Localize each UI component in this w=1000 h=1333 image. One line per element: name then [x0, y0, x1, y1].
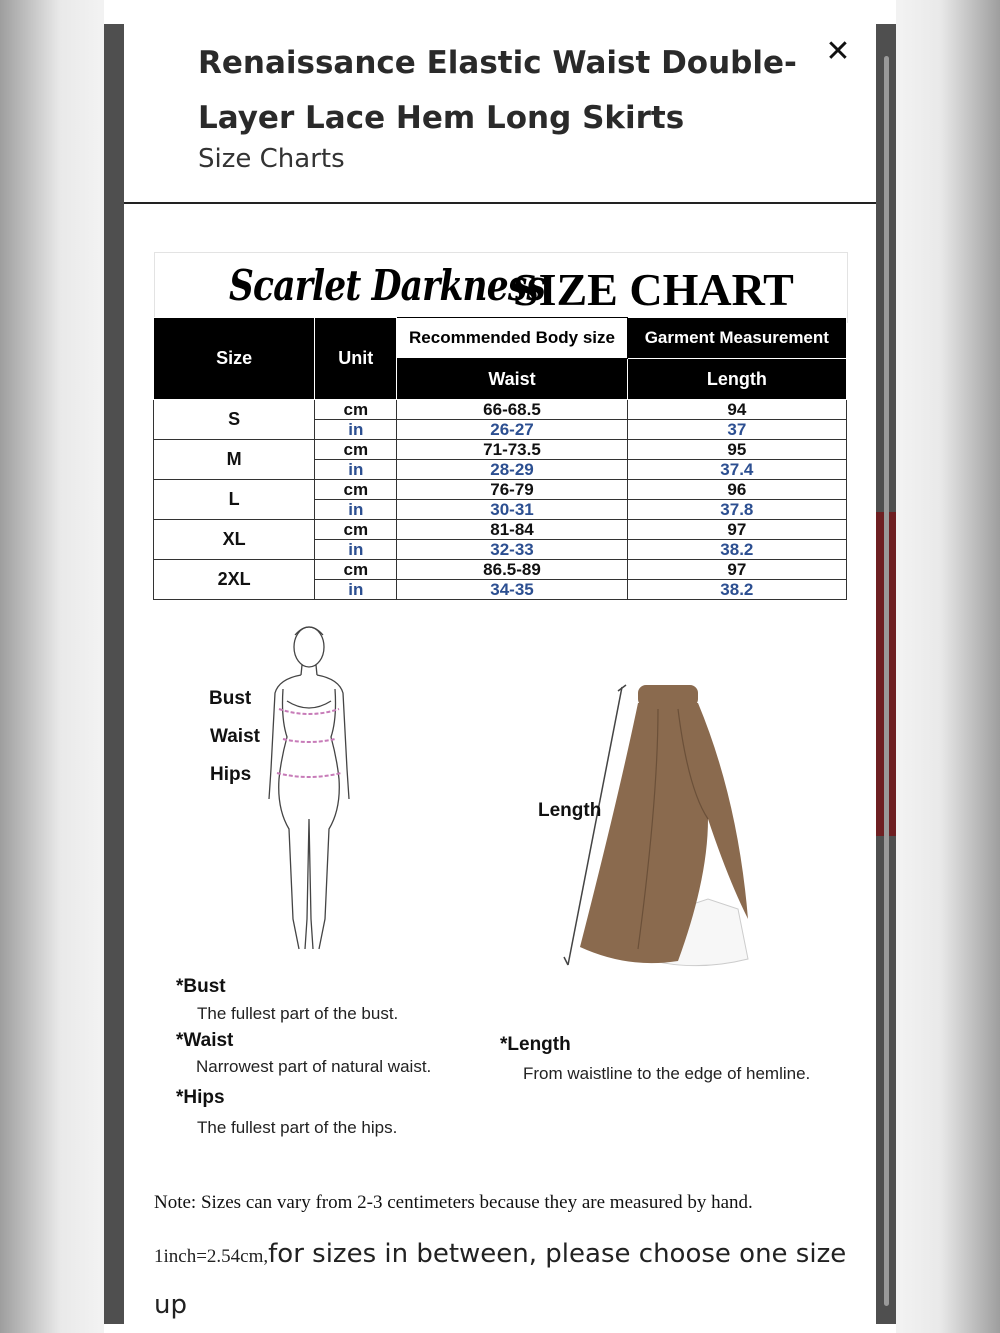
waist-cell: 30-31 — [397, 500, 627, 520]
scrollbar[interactable] — [884, 56, 889, 1306]
table-row — [154, 560, 847, 580]
waist-cell: 32-33 — [397, 540, 627, 560]
hips-label: Hips — [210, 764, 252, 785]
unit-cell: cm — [315, 440, 397, 460]
close-button[interactable] — [818, 32, 858, 72]
advice-text: for sizes in between, please choose one size up — [154, 1239, 847, 1320]
size-label: XL — [154, 520, 315, 560]
unit-cell: cm — [315, 520, 397, 540]
waist-cell: 28-29 — [397, 460, 627, 480]
length-cell: 95 — [627, 440, 846, 460]
hips-description: The fullest part of the hips. — [197, 1118, 398, 1137]
unit-cell: cm — [315, 400, 397, 420]
waist-term: *Waist — [176, 1030, 234, 1051]
unit-cell: in — [315, 580, 397, 600]
modal-subtitle: Size Charts — [198, 144, 345, 174]
unit-cell: cm — [315, 480, 397, 500]
body-outline-figure — [259, 619, 359, 959]
chart-title: SIZE CHART — [513, 264, 794, 315]
close-icon: ✕ — [825, 34, 851, 69]
waist-cell: 81-84 — [397, 520, 627, 540]
size-note: Note: Sizes can vary from 2-3 centimeters because they are measured by hand. — [154, 1192, 753, 1213]
waist-description: Narrowest part of natural waist. — [196, 1057, 432, 1076]
unit-cell: cm — [315, 560, 397, 580]
bust-term: *Bust — [176, 976, 226, 997]
waist-cell: 71-73.5 — [397, 440, 627, 460]
length-term: *Length — [500, 1034, 571, 1055]
table-row — [154, 440, 847, 460]
size-label: M — [154, 440, 315, 480]
size-chart-header — [154, 252, 848, 323]
length-cell: 37.4 — [627, 460, 846, 480]
bust-label: Bust — [209, 688, 252, 709]
table-row — [154, 480, 847, 500]
length-cell: 38.2 — [627, 580, 846, 600]
conversion-text: 1inch=2.54cm, — [154, 1246, 269, 1267]
unit-cell: in — [315, 420, 397, 440]
header-unit: Unit — [315, 318, 397, 400]
waist-cell: 66-68.5 — [397, 400, 627, 420]
size-label: 2XL — [154, 560, 315, 600]
unit-cell: in — [315, 460, 397, 480]
unit-cell: in — [315, 540, 397, 560]
waist-cell: 34-35 — [397, 580, 627, 600]
header-waist: Waist — [397, 359, 627, 400]
waist-cell: 76-79 — [397, 480, 627, 500]
skirt-illustration — [558, 679, 758, 979]
unit-cell: in — [315, 500, 397, 520]
length-label: Length — [538, 800, 602, 821]
waist-cell: 86.5-89 — [397, 560, 627, 580]
header-length: Length — [627, 359, 846, 400]
length-cell: 97 — [627, 560, 846, 580]
table-row — [154, 520, 847, 540]
table-row — [154, 400, 847, 420]
waist-label: Waist — [210, 726, 260, 747]
size-advice — [154, 1230, 854, 1324]
header-body-size: Recommended Body size — [397, 318, 627, 359]
length-cell: 96 — [627, 480, 846, 500]
brand-logo: Scarlet Darkness — [229, 261, 545, 310]
waist-cell: 26-27 — [397, 420, 627, 440]
size-label: S — [154, 400, 315, 440]
length-cell: 97 — [627, 520, 846, 540]
header-divider — [124, 202, 876, 204]
header-size: Size — [154, 318, 315, 400]
size-table — [153, 317, 847, 600]
length-cell: 94 — [627, 400, 846, 420]
size-label: L — [154, 480, 315, 520]
bust-description: The fullest part of the bust. — [197, 1004, 399, 1023]
size-chart-modal — [124, 24, 876, 1324]
length-description: From waistline to the edge of hemline. — [523, 1064, 811, 1083]
product-title: Renaissance Elastic Waist Double-Layer Lace Hem Long Skirts — [198, 45, 797, 136]
length-cell: 37 — [627, 420, 846, 440]
length-cell: 38.2 — [627, 540, 846, 560]
hips-term: *Hips — [176, 1087, 225, 1108]
left-edge-bar — [104, 24, 124, 1324]
length-cell: 37.8 — [627, 500, 846, 520]
header-garment: Garment Measurement — [627, 318, 846, 359]
